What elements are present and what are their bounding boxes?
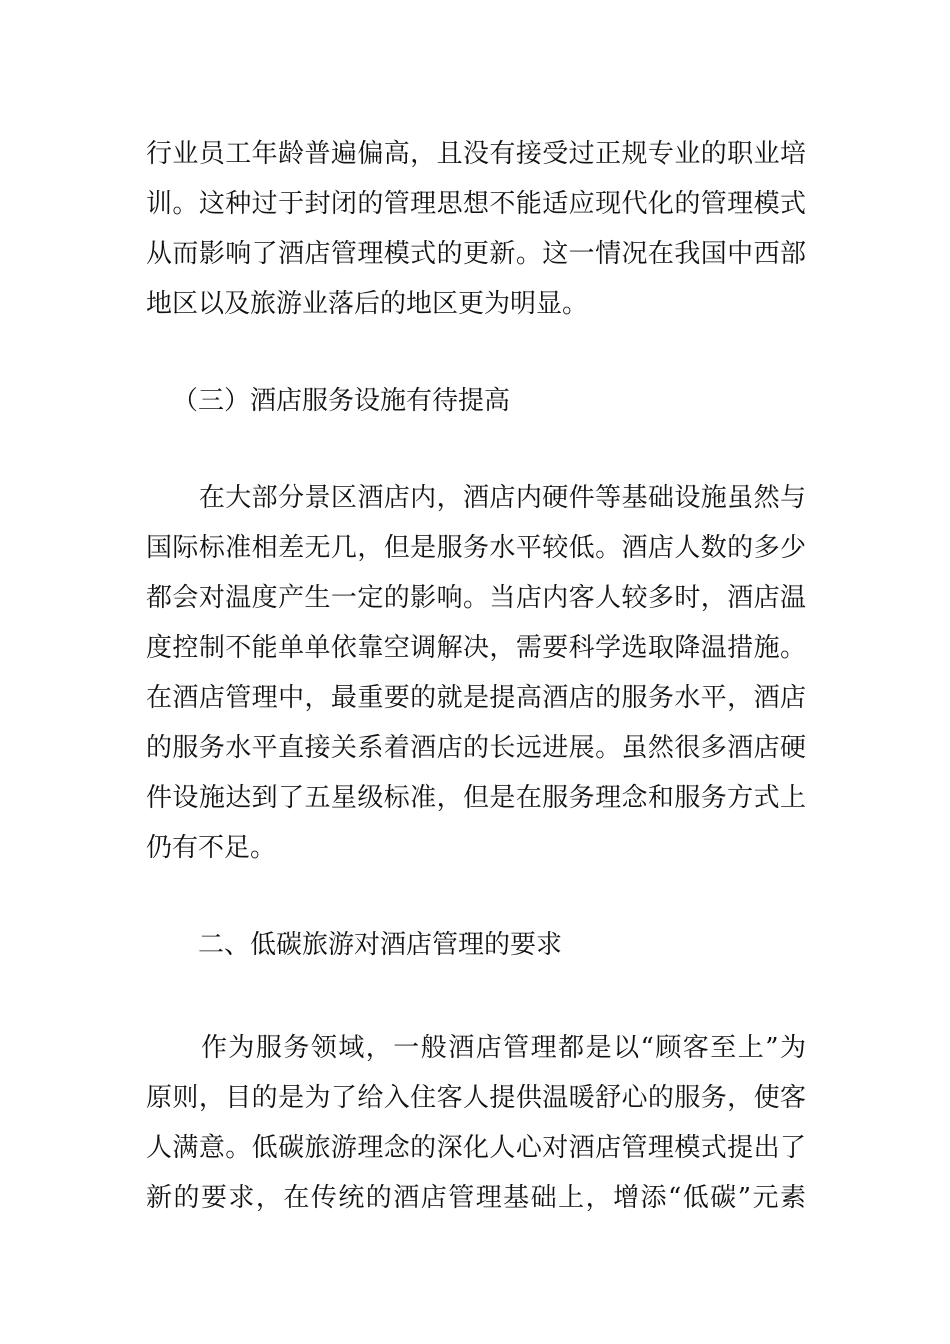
section-heading: （三）酒店服务设施有待提高 [172,386,511,416]
paragraph-line: 仍有不足。 [146,833,277,863]
paragraph-line: 地区以及旅游业落后的地区更为明显。 [146,289,589,319]
paragraph-line: 行业员工年龄普遍偏高，且没有接受过正规专业的职业培 [146,139,806,169]
paragraph-line: 都会对温度产生一定的影响。当店内客人较多时，酒店温 [146,583,806,613]
paragraph-line: 国际标准相差无几，但是服务水平较低。酒店人数的多少 [146,533,806,563]
paragraph-line: 训。这种过于封闭的管理思想不能适应现代化的管理模式 [146,189,806,219]
paragraph-line: 从而影响了酒店管理模式的更新。这一情况在我国中西部 [146,239,806,269]
paragraph-line: 在大部分景区酒店内，酒店内硬件等基础设施虽然与 [146,483,806,513]
paragraph-line: 件设施达到了五星级标准，但是在服务理念和服务方式上 [146,783,806,813]
section-heading: 二、低碳旅游对酒店管理的要求 [146,930,563,960]
paragraph-line: 度控制不能单单依靠空调解决，需要科学选取降温措施。 [146,633,806,663]
paragraph-line: 在酒店管理中，最重要的就是提高酒店的服务水平，酒店 [146,683,806,713]
paragraph-line: 的服务水平直接关系着酒店的长远进展。虽然很多酒店硬 [146,733,806,763]
paragraph-line: 人满意。低碳旅游理念的深化人心对酒店管理模式提出了 [146,1133,806,1163]
paragraph-line: 作为服务领域，一般酒店管理都是以“顾客至上”为 [146,1033,806,1063]
paragraph-line: 原则，目的是为了给入住客人提供温暖舒心的服务，使客 [146,1083,806,1113]
paragraph-line: 新的要求，在传统的酒店管理基础上，增添“低碳”元素 [146,1183,806,1213]
